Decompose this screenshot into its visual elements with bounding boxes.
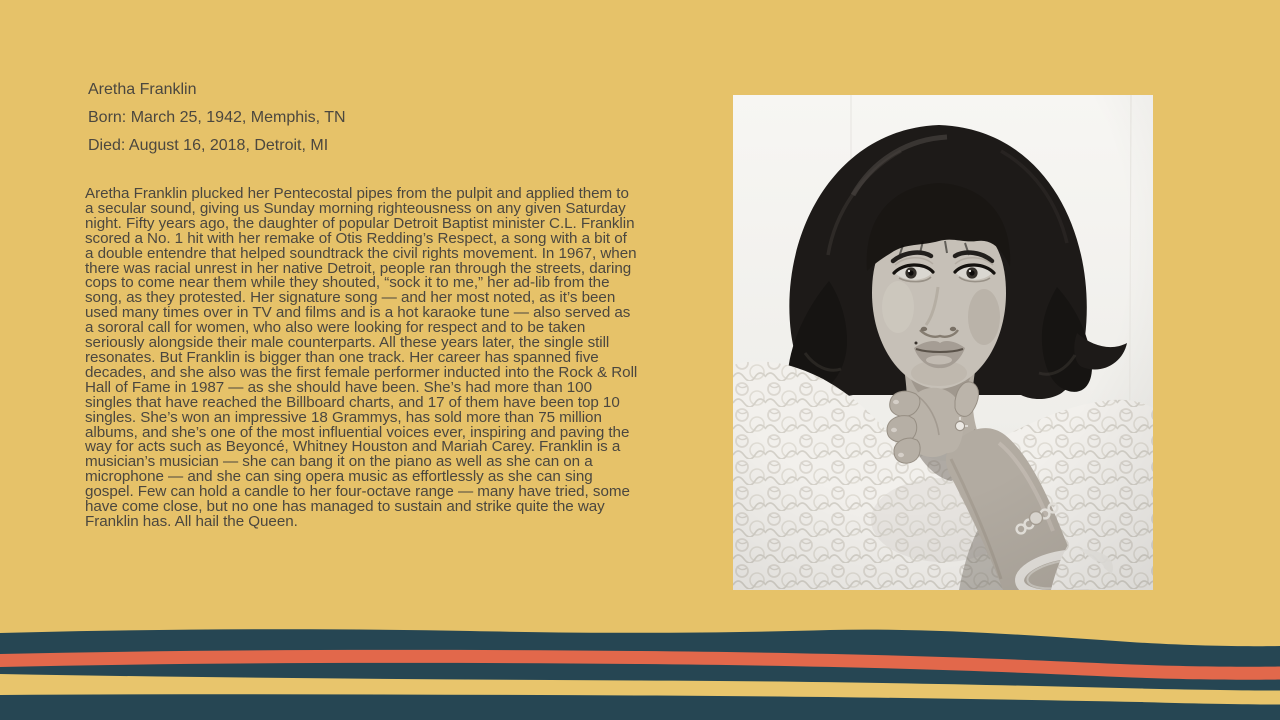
wave-stripes-decoration <box>0 625 1280 720</box>
born-line: Born: March 25, 1942, Memphis, TN <box>88 109 346 126</box>
biography-paragraph: Aretha Franklin plucked her Pentecostal pipes from the pulpit and applied them to a secular sound, giving us Sunday morning righteousness on any given Saturday night. Fifty years ago, the daughter of popular Detroit Baptist minister C.L. Franklin scored a No. 1 hit with her remake of Otis Redding’s Respect, a song with a bit of a double entendre that helped soundtrack the civil rights movement. In 1967, when there was racial unrest in her native Detroit, people ran through the streets, daring cops to come near them while they shouted, “sock it to me,” her ad-lib from the song, as they protested. Her signature song — and her most noted, as it’s been used many times over in TV and films and is a hot karaoke tune — also served as a sororal call for women, who also were looking for respect and to be taken seriously alongside their male counterparts. All these years later, the single still resonates. But Franklin is bigger than one track. Her career has spanned five decades, and she also was the first female performer inducted into the Rock & Roll Hall of Fame in 1987 — as she should have been. She’s had more than 100 singles that have reached the Billboard charts, and 17 of them have been top 10 singles. She’s won an impressive 18 Grammys, has sold more than 75 million albums, and she’s one of the most influential voices ever, inspiring and paving the way for acts such as Beyoncé, Whitney Houston and Mariah Carey. Franklin is a musician’s musician — she can bang it on the piano as well as she can on a microphone — and she can sing opera music as effortlessly as she can sing gospel. Few can hold a candle to her four-octave range — many have tried, some have come close, but no one has managed to sustain and strike quite the way Franklin has. All hail the Queen. <box>85 185 638 530</box>
died-line: Died: August 16, 2018, Detroit, MI <box>88 137 329 154</box>
slide-title: Aretha Franklin <box>88 81 197 98</box>
aretha-franklin-photo <box>733 95 1153 590</box>
